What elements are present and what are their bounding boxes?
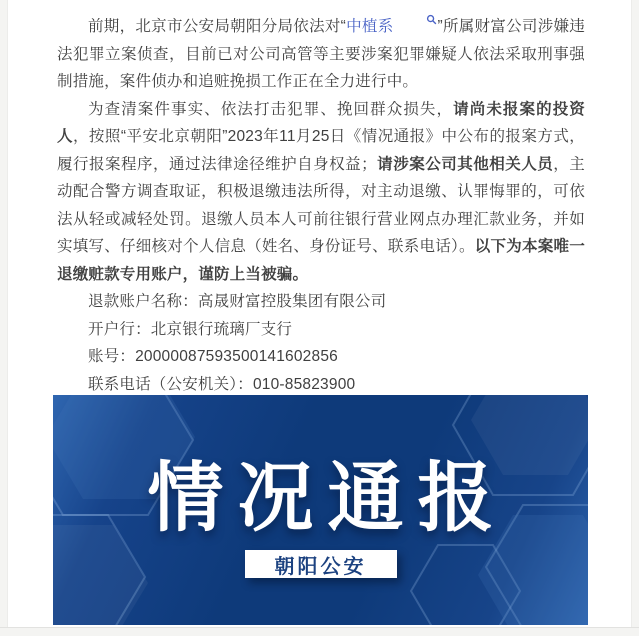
banner-title: 情况通报 — [147, 456, 508, 541]
paragraph — [57, 316, 585, 344]
paragraph — [57, 96, 585, 289]
banner-issuer-badge: 朝阳公安 — [245, 550, 397, 578]
paragraph — [57, 343, 585, 371]
paragraph — [57, 288, 585, 316]
text-run: ，主动配合警方调查取证，积极退缴违法所得，对主动退缴、认罪悔罪的，可依法从轻或减轻处罚。退缴人员本人可前往银行营业网点办理汇款业务，并如实填写、仔细核对个人信息（姓名、身份证号、联系电话）。 — [57, 155, 585, 255]
text-run: ”所属财富公司涉嫌违法犯罪立案侦查，目前已对公司高管等主要涉案犯罪嫌疑人依法采取刑事强制措施，案件侦办和追赃挽损工作正在全力进行中。 — [57, 18, 585, 90]
text-run: ，按照“平安北京朝阳”2023年11月25日《情况通报》中公布的报案方式，履行报案程序，通过法律途径维护自身权益； — [57, 128, 585, 173]
search-icon[interactable] — [395, 14, 437, 25]
notice-body-text — [57, 13, 585, 398]
text-run: 退款账户名称：高晟财富控股集团有限公司 — [88, 293, 387, 310]
text-run: 请涉案公司其他相关人员 — [376, 155, 554, 173]
text-run: 请尚未报案的投资人 — [57, 100, 585, 145]
text-run: 为查清案件事实、依法打击犯罪、挽回群众损失， — [88, 100, 454, 118]
page-left-margin — [0, 0, 8, 636]
entity-link[interactable]: 中植系 — [346, 18, 394, 35]
paragraph — [57, 371, 585, 399]
text-run: 开户行：北京银行琉璃厂支行 — [88, 320, 293, 338]
page-bottom-divider — [0, 627, 639, 636]
text-run: 以下为本案唯一退缴赃款专用账户，谨防上当被骗。 — [57, 238, 586, 283]
text-run: 前期，北京市公安局朝阳分局依法对“ — [88, 18, 347, 35]
text-run: 联系电话（公安机关）：010-85823900 — [88, 375, 356, 393]
paragraph — [57, 13, 585, 96]
text-run: 账号：20000087593500141602856 — [88, 348, 338, 365]
notice-banner-image — [53, 395, 588, 625]
page-right-margin — [631, 0, 639, 636]
